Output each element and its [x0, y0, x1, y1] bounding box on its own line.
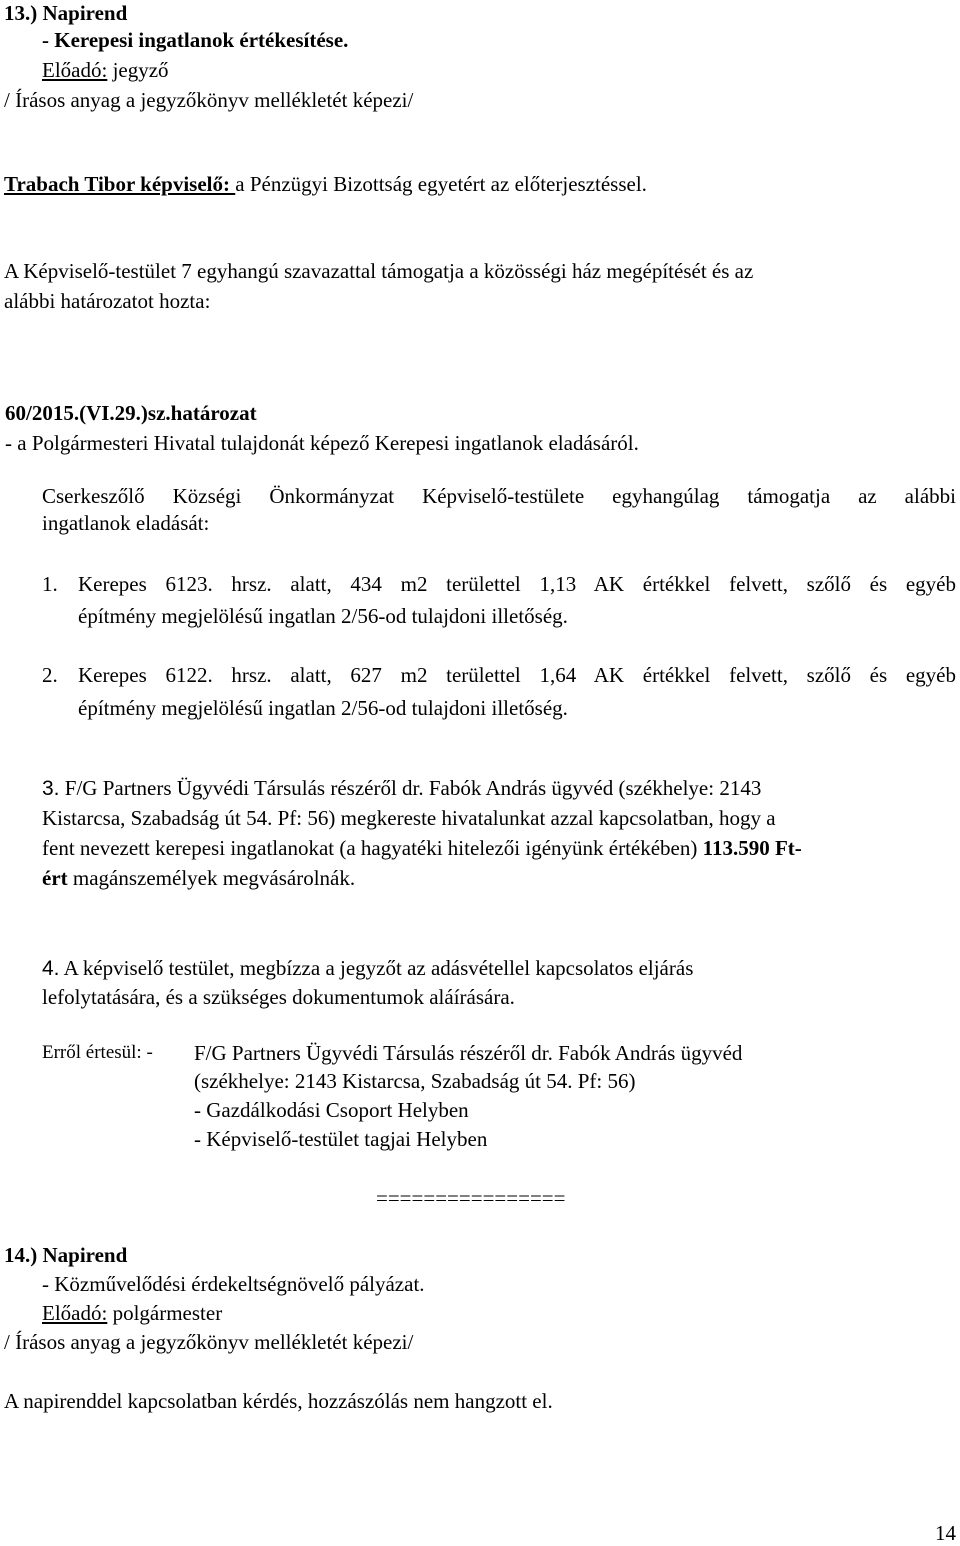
separator: ================: [376, 1186, 566, 1210]
point-3-line-2: Kistarcsa, Szabadság út 54. Pf: 56) megkereste hivatalunkat azzal kapcsolatban, hogy a: [42, 806, 776, 830]
item13-heading: 13.) Napirend: [4, 1, 128, 25]
notify-line-1: F/G Partners Ügyvédi Társulás részéről dr. Fabók András ügyvéd: [194, 1041, 743, 1065]
amount: 113.590 Ft-: [702, 836, 802, 860]
vote-line-2: alábbi határozatot hozta:: [4, 289, 211, 313]
presenter-value: polgármester: [107, 1301, 223, 1325]
item14-subject: - Közművelődési érdekeltségnövelő pályázat.: [42, 1272, 425, 1296]
point-2-number: 2.: [42, 663, 58, 687]
notify-label: Erről értesül: -: [42, 1042, 153, 1063]
item14-attachment-note: / Írásos anyag a jegyzőkönyv mellékletét képezi/: [4, 1330, 414, 1354]
resolution-title: - a Polgármesteri Hivatal tulajdonát képező Kerepesi ingatlanok eladásáról.: [5, 431, 639, 455]
point-3-line-3: fent nevezett kerepesi ingatlanokat (a hagyatéki hitelezői igényünk értékében) 113.590 Ft-: [42, 836, 802, 860]
point-1-line-1: Kerepes 6123. hrsz. alatt, 434 m2 területtel 1,13 AK értékkel felvett, szőlő és egyéb: [78, 572, 956, 596]
notify-line-2: (székhelye: 2143 Kistarcsa, Szabadság út 54. Pf: 56): [194, 1069, 636, 1093]
presenter-value: jegyző: [107, 58, 169, 82]
item13-attachment-note: / Írásos anyag a jegyzőkönyv mellékletét képezi/: [4, 88, 414, 112]
point-4-number: 4.: [42, 957, 60, 980]
point-2-line-1: Kerepes 6122. hrsz. alatt, 627 m2 területtel 1,64 AK értékkel felvett, szőlő és egyéb: [78, 663, 956, 687]
item13-presenter: [42, 57, 169, 83]
point-2-line-2: építmény megjelölésű ingatlan 2/56-od tulajdoni illetőség.: [78, 696, 568, 720]
notify-line-4: - Képviselő-testület tagjai Helyben: [194, 1127, 488, 1151]
point-4-line-1: 4. A képviselő testület, megbízza a jegyzőt az adásvétellel kapcsolatos eljárás: [42, 956, 694, 980]
point-4-line-2: lefolytatására, és a szükséges dokumentumok aláírására.: [42, 985, 515, 1009]
page-number: 14: [935, 1521, 956, 1545]
vote-line-1: A Képviselő-testület 7 egyhangú szavazattal támogatja a közösségi ház megépítését és az: [4, 259, 754, 283]
item13-subject: - Kerepesi ingatlanok értékesítése.: [42, 28, 349, 52]
notify-line-3: - Gazdálkodási Csoport Helyben: [194, 1098, 469, 1122]
item14-presenter: [42, 1300, 222, 1326]
item14-heading: 14.) Napirend: [4, 1243, 128, 1267]
speaker-text: a Pénzügyi Bizottság egyetért az előterjesztéssel.: [235, 172, 647, 196]
point-3-number: 3.: [42, 777, 60, 800]
resolution-number: 60/2015.(VI.29.)sz.határozat: [5, 401, 257, 425]
item14-closing: A napirenddel kapcsolatban kérdés, hozzászólás nem hangzott el.: [4, 1389, 553, 1413]
speaker-line: [4, 171, 647, 197]
point-1-number: 1.: [42, 572, 58, 596]
point-3-line-4: ért magánszemélyek megvásárolnák.: [42, 866, 356, 890]
presenter-label: Előadó:: [42, 1301, 108, 1325]
speaker-name: Trabach Tibor képviselő:: [4, 172, 236, 196]
point-1-line-2: építmény megjelölésű ingatlan 2/56-od tulajdoni illetőség.: [78, 604, 568, 628]
presenter-label: Előadó:: [42, 58, 108, 82]
support-line-1: Cserkeszőlő Községi Önkormányzat Képviselő-testülete egyhangúlag támogatja az alábbi: [42, 484, 956, 508]
support-line-2: ingatlanok eladását:: [42, 511, 210, 535]
point-3-line-1: 3. F/G Partners Ügyvédi Társulás részéről dr. Fabók András ügyvéd (székhelye: 2143: [42, 776, 762, 800]
